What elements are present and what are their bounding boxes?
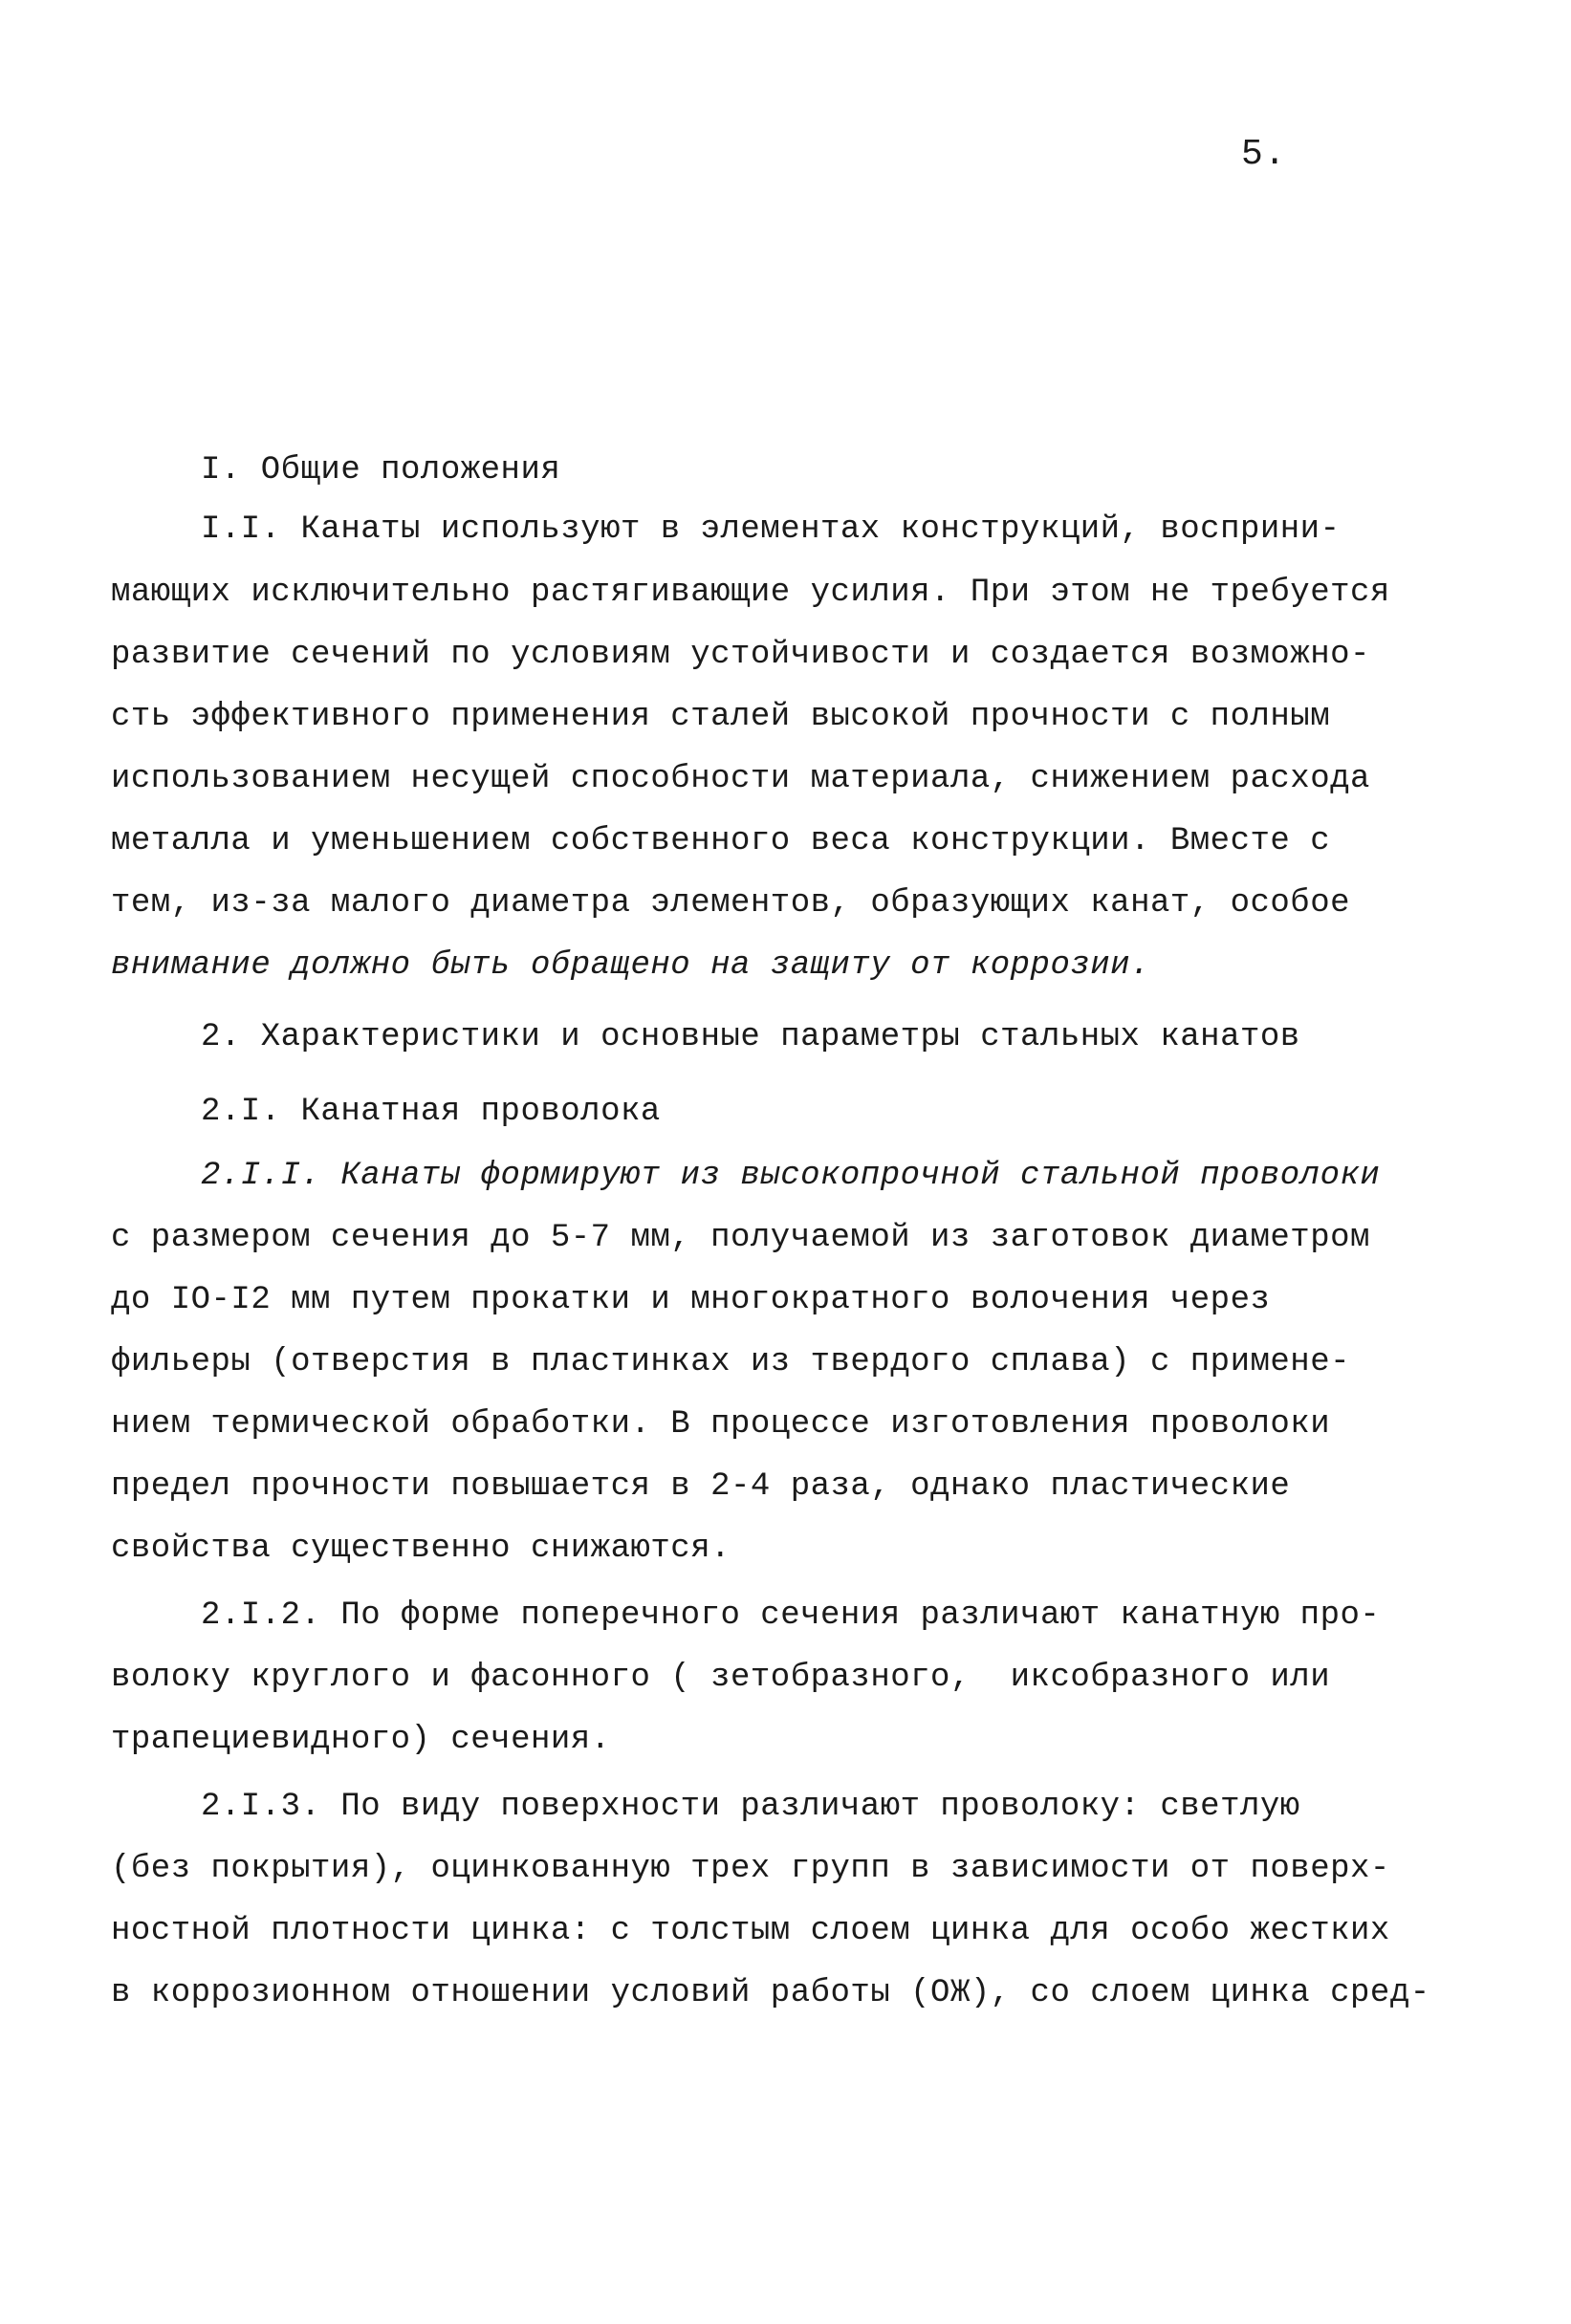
- paragraph-line: фильеры (отверстия в пластинках из твердого сплава) с примене-: [111, 1344, 1351, 1380]
- paragraph-line: мающих исключительно растягивающие усилия. При этом не требуется: [111, 575, 1390, 611]
- paragraph-line: металла и уменьшением собственного веса конструкции. Вместе с: [111, 823, 1331, 859]
- paragraph-line: I.I. Канаты используют в элементах конструкций, восприни-: [201, 511, 1341, 548]
- paragraph-line: использованием несущей способности материала, снижением расхода: [111, 761, 1370, 797]
- section-heading-2: 2. Характеристики и основные параметры стальных канатов: [201, 1019, 1300, 1055]
- paragraph-line: нием термической обработки. В процессе изготовления проволоки: [111, 1406, 1331, 1443]
- paragraph-line: развитие сечений по условиям устойчивости и создается возможно-: [111, 637, 1370, 673]
- paragraph-line: свойства существенно снижаются.: [111, 1531, 731, 1567]
- paragraph-line: трапециевидного) сечения.: [111, 1722, 611, 1758]
- paragraph-line: волоку круглого и фасонного ( зетобразного, иксобразного или: [111, 1660, 1331, 1696]
- paragraph-line: (без покрытия), оцинкованную трех групп в зависимости от поверх-: [111, 1851, 1390, 1887]
- paragraph-line: сть эффективного применения сталей высокой прочности с полным: [111, 699, 1331, 735]
- paragraph-line-italic: 2.I.I. Канаты формируют из высокопрочной стальной проволоки: [201, 1158, 1381, 1194]
- paragraph-line-italic: внимание должно быть обращено на защиту от коррозии.: [111, 947, 1150, 984]
- subsection-heading: 2.I. Канатная проволока: [201, 1094, 661, 1130]
- paragraph-line: ностной плотности цинка: с толстым слоем цинка для особо жестких: [111, 1913, 1390, 1949]
- paragraph-line: в коррозионном отношении условий работы (ОЖ), со слоем цинка сред-: [111, 1975, 1430, 2011]
- paragraph-line: тем, из-за малого диаметра элементов, образующих канат, особое: [111, 885, 1351, 922]
- paragraph-line: до IO-I2 мм путем прокатки и многократного волочения через: [111, 1282, 1271, 1318]
- paragraph-line: 2.I.2. По форме поперечного сечения различают канатную про-: [201, 1597, 1381, 1634]
- paragraph-line: предел прочности повышается в 2-4 раза, однако пластические: [111, 1468, 1291, 1505]
- section-heading-1: I. Общие положения: [201, 452, 561, 489]
- paragraph-line: 2.I.3. По виду поверхности различают проволоку: светлую: [201, 1789, 1300, 1825]
- paragraph-line: с размером сечения до 5-7 мм, получаемой из заготовок диаметром: [111, 1220, 1370, 1256]
- page-number: 5.: [1241, 134, 1287, 175]
